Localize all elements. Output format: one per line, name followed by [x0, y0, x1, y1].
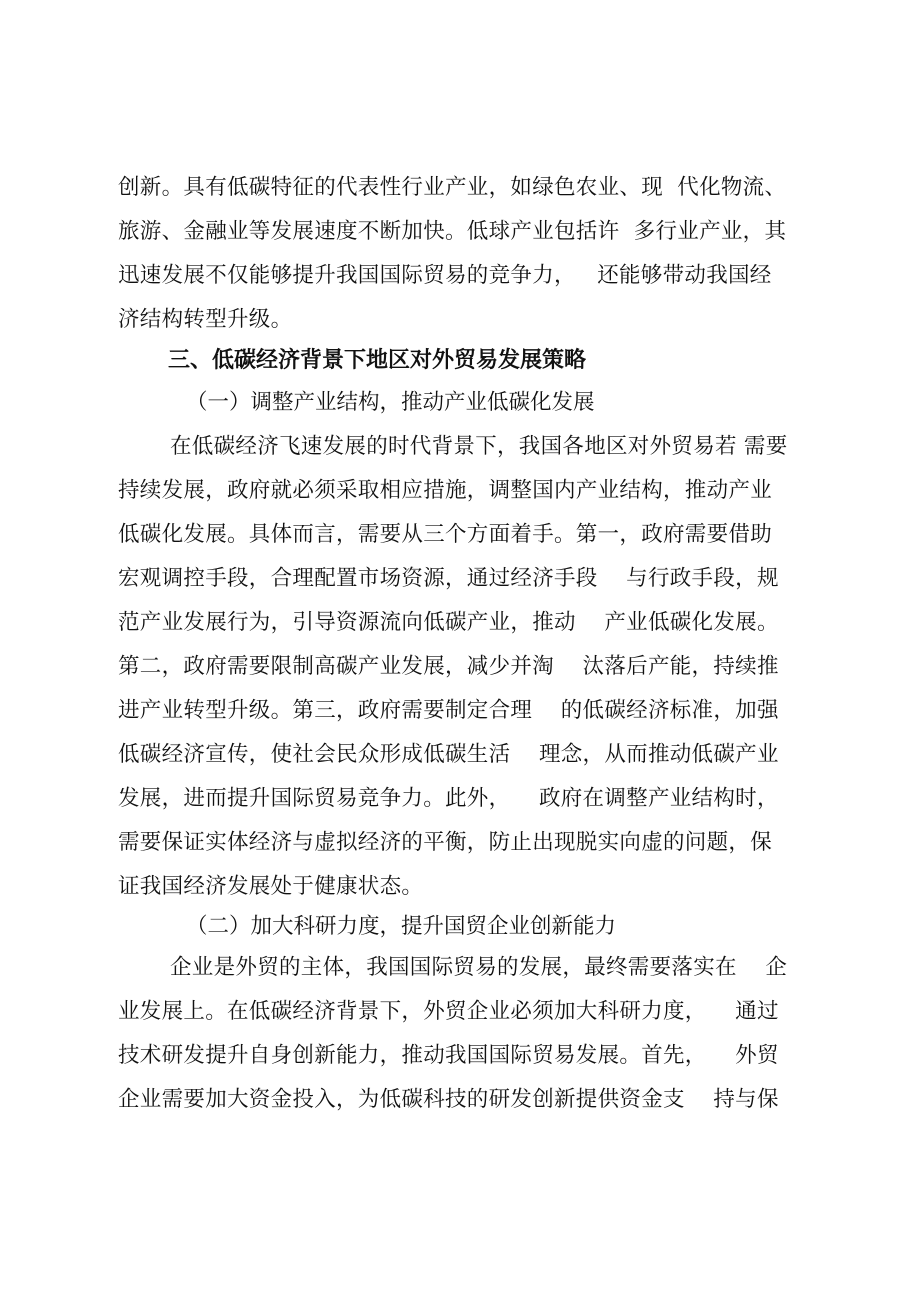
- subsection-2-line-3: 技术研发提升自身创新能力，推动我国国际贸易发展。首先， 外贸: [118, 1043, 779, 1068]
- subsection-1-line-3: 低碳化发展。具体而言，需要从三个方面着手。第一，政府需要借助: [118, 522, 773, 547]
- subsection-1-line-4: 宏观调控手段，合理配置市场资源，通过经济手段 与行政手段，规: [118, 566, 779, 591]
- section-heading: 三、低碳经济背景下地区对外贸易发展策略: [168, 348, 587, 373]
- subsection-1-line-9: 发展，进而提升国际贸易竞争力。此外， 政府在调整产业结构时，: [118, 786, 779, 811]
- subsection-1-line-11: 证我国经济发展处于健康状态。: [118, 874, 424, 899]
- intro-line-4: 济结构转型升级。: [118, 307, 293, 332]
- subsection-1-line-10: 需要保证实体经济与虚拟经济的平衡，防止出现脱实向虚的问题，保: [118, 830, 773, 855]
- subsection-1-line-2: 持续发展，政府就必须采取相应措施，调整国内产业结构，推动产业: [118, 478, 773, 503]
- subsection-1-line-6: 第二，政府需要限制高碳产业发展，减少并淘 汰落后产能，持续推: [118, 654, 779, 679]
- intro-line-3: 迅速发展不仅能够提升我国国际贸易的竞争力， 还能够带动我国经: [118, 263, 772, 288]
- subsection-1-line-7: 进产业转型升级。第三，政府需要制定合理 的低碳经济标准，加强: [118, 698, 779, 723]
- subsection-2-line-1: 企业是外贸的主体，我国国际贸易的发展，最终需要落实在 企: [170, 955, 788, 980]
- subsection-1-title: （一）调整产业结构，推动产业低碳化发展: [186, 390, 595, 415]
- subsection-2-line-4: 企业需要加大资金投入，为低碳科技的研发创新提供资金支 持与保: [118, 1087, 779, 1112]
- intro-line-2: 旅游、金融业等发展速度不断加快。低球产业包括许 多行业产业，其: [118, 219, 787, 244]
- subsection-1-line-1: 在低碳经济飞速发展的时代背景下，我国各地区对外贸易若 需要: [170, 434, 788, 459]
- intro-line-1: 创新。具有低碳特征的代表性行业产业，如绿色农业、现 代化物流、: [118, 175, 787, 200]
- subsection-1-line-8: 低碳经济宣传，使社会民众形成低碳生活 理念，从而推动低碳产业: [118, 742, 779, 767]
- subsection-2-title: （二）加大科研力度，提升国贸企业创新能力: [186, 914, 617, 939]
- subsection-1-line-5: 范产业发展行为，引导资源流向低碳产业，推动 产业低碳化发展。: [118, 610, 779, 635]
- subsection-2-line-2: 业发展上。在低碳经济背景下，外贸企业必须加大科研力度， 通过: [118, 999, 779, 1024]
